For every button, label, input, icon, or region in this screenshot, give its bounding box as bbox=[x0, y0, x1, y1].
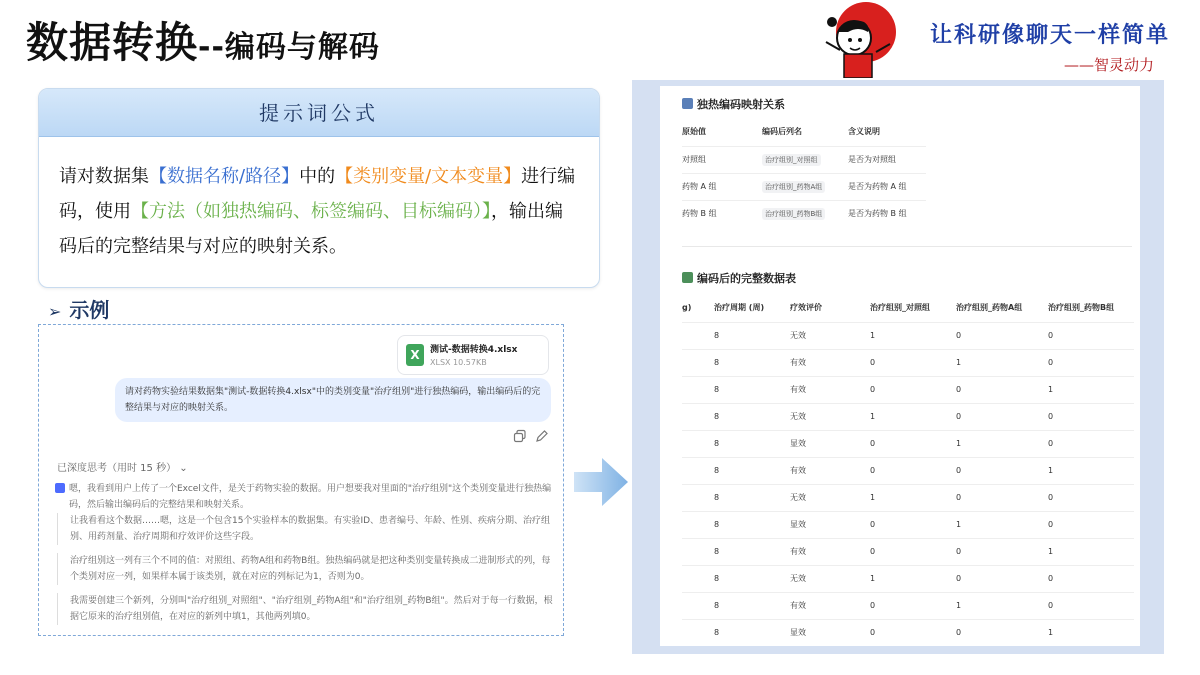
user-message-bubble: 请对药物实验结果数据集"测试-数据转换4.xlsx"中的类别变量"治疗组别"进行独热编码，输出编码后的完整结果与对应的映射关系。 bbox=[115, 378, 551, 422]
encoded-cell: 8 bbox=[714, 592, 790, 619]
encoded-col-header: g) bbox=[682, 303, 692, 313]
encoded-cell: 有效 bbox=[790, 376, 870, 403]
attached-file-card[interactable] bbox=[397, 335, 549, 375]
encoded-col-header: 疗效评价 bbox=[790, 303, 822, 313]
encoded-cell: 显效 bbox=[790, 511, 870, 538]
arrow-right-icon bbox=[572, 456, 630, 508]
table-row bbox=[682, 146, 926, 173]
encoded-col-header: 治疗组别_对照组 bbox=[870, 303, 930, 313]
encoded-cell: 有效 bbox=[790, 538, 870, 565]
file-name: 测试-数据转换4.xlsx bbox=[430, 345, 518, 355]
brand-tagline: ——智灵动力 bbox=[1064, 56, 1155, 74]
encoded-cell: 1 bbox=[956, 430, 1048, 457]
encoded-cell: 1 bbox=[870, 322, 956, 349]
formula-text-part: 请对数据集 bbox=[59, 166, 149, 187]
encoded-cell: 0 bbox=[956, 565, 1048, 592]
example-section-label bbox=[48, 294, 109, 323]
encoded-table bbox=[682, 294, 1134, 646]
encoded-cell: 无效 bbox=[790, 484, 870, 511]
encoded-cell: 0 bbox=[870, 349, 956, 376]
table-row bbox=[682, 619, 1134, 646]
result-document bbox=[660, 86, 1140, 646]
formula-text-part: ，输出编码后的完整结果与对应的映射关系。 bbox=[59, 201, 563, 257]
thinking-paragraph: 让我看看这个数据……嗯，这是一个包含15个实验样本的数据集。有实验ID、患者编号、年龄、性别、疾病分期、治疗组别、用药剂量、治疗周期和疗效评价这些字段。 bbox=[57, 513, 553, 545]
encoded-cell: 无效 bbox=[790, 403, 870, 430]
mapping-col-header: 编码后列名 bbox=[762, 127, 802, 137]
assistant-logo-icon bbox=[55, 483, 65, 493]
table-row bbox=[682, 538, 1134, 565]
encoded-cell: 0 bbox=[870, 376, 956, 403]
encoded-cell: 1 bbox=[1048, 538, 1134, 565]
mapping-cell: 是否为药物 B 组 bbox=[848, 200, 926, 227]
thinking-paragraph: 治疗组别这一列有三个不同的值：对照组、药物A组和药物B组。独热编码就是把这种类别变量转换成二进制形式的列，每个类别对应一列，如果样本属于该类别，就在对应的列标记为1，否则为0。 bbox=[57, 553, 553, 585]
table-row bbox=[682, 403, 1134, 430]
formula-variable-placeholder: 【类别变量/文本变量】 bbox=[335, 166, 522, 187]
mapping-cell bbox=[762, 200, 848, 227]
encoded-cell: 0 bbox=[956, 484, 1048, 511]
encoded-cell: 1 bbox=[870, 565, 956, 592]
encoded-cell: 0 bbox=[1048, 349, 1134, 376]
file-meta: XLSX 10.57KB bbox=[430, 358, 487, 367]
encoded-cell bbox=[682, 565, 714, 592]
table-row bbox=[682, 511, 1134, 538]
encoded-cell: 8 bbox=[714, 565, 790, 592]
encoded-cell: 1 bbox=[870, 403, 956, 430]
encoded-cell: 有效 bbox=[790, 592, 870, 619]
formula-dataset-placeholder: 【数据名称/路径】 bbox=[149, 166, 300, 187]
encoded-col-header: 治疗组别_药物A组 bbox=[956, 303, 1023, 313]
encoded-cell: 0 bbox=[1048, 322, 1134, 349]
encoded-header-row bbox=[682, 294, 1134, 322]
mapping-title-text: 独热编码映射关系 bbox=[697, 98, 785, 111]
table-row bbox=[682, 592, 1134, 619]
encoded-cell: 无效 bbox=[790, 322, 870, 349]
encoded-cell: 0 bbox=[1048, 403, 1134, 430]
encoded-cell: 0 bbox=[870, 538, 956, 565]
encoded-cell bbox=[682, 457, 714, 484]
bar-chart-icon bbox=[682, 272, 693, 283]
thinking-text: 嗯，我看到用户上传了一个Excel文件，是关于药物实验的数据。用户想要我对里面的"治疗组别"这个类别变量进行独热编码，然后输出编码后的完整结果和映射关系。 bbox=[69, 484, 552, 510]
table-icon bbox=[682, 98, 693, 109]
encoded-cell bbox=[682, 484, 714, 511]
excel-file-icon: X bbox=[406, 344, 424, 366]
encoded-cell: 0 bbox=[1048, 430, 1134, 457]
code-chip: 治疗组别_药物B组 bbox=[762, 208, 825, 220]
thinking-header: 已深度思考（用时 15 秒） bbox=[57, 463, 177, 474]
encoded-cell: 8 bbox=[714, 403, 790, 430]
page-title bbox=[26, 10, 380, 70]
prompt-formula-card bbox=[38, 88, 600, 288]
mapping-section-title bbox=[682, 96, 785, 112]
encoded-cell: 1 bbox=[1048, 619, 1134, 646]
table-row bbox=[682, 349, 1134, 376]
encoded-col-header: 治疗周期 (周) bbox=[714, 303, 765, 313]
encoded-cell: 0 bbox=[956, 376, 1048, 403]
chat-example-panel bbox=[38, 324, 564, 636]
formula-text bbox=[39, 137, 599, 264]
encoded-cell bbox=[682, 322, 714, 349]
encoded-cell: 8 bbox=[714, 484, 790, 511]
mapping-cell bbox=[762, 146, 848, 173]
encoded-cell: 1 bbox=[1048, 376, 1134, 403]
encoded-cell: 0 bbox=[870, 592, 956, 619]
encoded-cell bbox=[682, 619, 714, 646]
encoded-cell: 0 bbox=[870, 457, 956, 484]
table-row bbox=[682, 484, 1134, 511]
encoded-cell: 8 bbox=[714, 538, 790, 565]
mapping-col-header: 含义说明 bbox=[848, 127, 880, 137]
encoded-cell: 有效 bbox=[790, 349, 870, 376]
encoded-cell: 0 bbox=[956, 619, 1048, 646]
encoded-cell: 8 bbox=[714, 376, 790, 403]
table-row bbox=[682, 322, 1134, 349]
encoded-cell bbox=[682, 511, 714, 538]
formula-text-part: 进行编码，使用 bbox=[59, 166, 576, 222]
mapping-col-header: 原始值 bbox=[682, 127, 706, 137]
encoded-cell: 无效 bbox=[790, 565, 870, 592]
mapping-cell: 药物 A 组 bbox=[682, 173, 762, 200]
encoded-cell: 1 bbox=[870, 484, 956, 511]
thinking-paragraph bbox=[57, 481, 553, 513]
encoded-cell: 8 bbox=[714, 349, 790, 376]
encoded-cell: 1 bbox=[956, 511, 1048, 538]
formula-header: 提示词公式 bbox=[39, 89, 599, 137]
encoded-col-header: 治疗组别_药物B组 bbox=[1048, 303, 1115, 313]
code-chip: 治疗组别_药物A组 bbox=[762, 181, 825, 193]
encoded-cell: 0 bbox=[956, 322, 1048, 349]
triangle-right-icon: ➢ bbox=[48, 302, 62, 321]
encoded-table-body bbox=[682, 322, 1134, 646]
encoded-cell: 显效 bbox=[790, 430, 870, 457]
thinking-paragraph: 我需要创建三个新列，分别叫"治疗组别_对照组"、"治疗组别_药物A组"和"治疗组别_药物B组"。然后对于每一行数据，根据它原来的治疗组别值，在对应的新列中填1，其他两列填0。 bbox=[57, 593, 553, 625]
title-sub: --编码与解码 bbox=[198, 30, 380, 65]
encoded-cell bbox=[682, 403, 714, 430]
chevron-down-icon: ⌄ bbox=[179, 463, 188, 474]
title-main: 数据转换 bbox=[26, 18, 199, 67]
mapping-cell: 药物 B 组 bbox=[682, 200, 762, 227]
encoded-cell: 0 bbox=[1048, 511, 1134, 538]
encoded-cell: 0 bbox=[870, 511, 956, 538]
encoded-cell: 0 bbox=[870, 619, 956, 646]
encoded-title-text: 编码后的完整数据表 bbox=[697, 272, 796, 285]
encoded-cell bbox=[682, 592, 714, 619]
encoded-cell: 8 bbox=[714, 619, 790, 646]
formula-text-part: 中的 bbox=[299, 166, 336, 187]
mapping-cell: 是否为药物 A 组 bbox=[848, 173, 926, 200]
encoded-cell: 0 bbox=[956, 538, 1048, 565]
table-row bbox=[682, 376, 1134, 403]
mapping-header-row bbox=[682, 118, 926, 146]
formula-method-placeholder: 【方法（如独热编码、标签编码、目标编码）】 bbox=[131, 201, 491, 222]
brand-slogan: 让科研像聊天一样简单 bbox=[930, 22, 1171, 48]
table-row bbox=[682, 200, 926, 227]
encoded-cell: 0 bbox=[1048, 565, 1134, 592]
encoded-cell: 显效 bbox=[790, 619, 870, 646]
encoded-cell: 8 bbox=[714, 322, 790, 349]
encoded-section-title bbox=[682, 270, 796, 286]
section-divider bbox=[682, 246, 1132, 247]
copy-icon[interactable] bbox=[513, 429, 527, 443]
encoded-cell: 0 bbox=[1048, 592, 1134, 619]
encoded-cell: 0 bbox=[956, 403, 1048, 430]
mapping-table bbox=[682, 118, 926, 227]
thinking-content bbox=[57, 481, 553, 633]
table-row bbox=[682, 173, 926, 200]
code-chip: 治疗组别_对照组 bbox=[762, 154, 821, 166]
encoded-cell: 8 bbox=[714, 511, 790, 538]
encoded-cell: 8 bbox=[714, 430, 790, 457]
edit-icon[interactable] bbox=[535, 429, 549, 443]
mascot-logo bbox=[820, 2, 900, 78]
encoded-cell: 1 bbox=[956, 592, 1048, 619]
encoded-cell bbox=[682, 430, 714, 457]
mapping-cell: 对照组 bbox=[682, 146, 762, 173]
encoded-cell bbox=[682, 349, 714, 376]
mapping-cell bbox=[762, 173, 848, 200]
thinking-toggle[interactable] bbox=[57, 459, 188, 474]
encoded-cell: 0 bbox=[870, 430, 956, 457]
example-label-text: 示例 bbox=[69, 298, 110, 322]
encoded-cell: 0 bbox=[956, 457, 1048, 484]
table-row bbox=[682, 565, 1134, 592]
table-row bbox=[682, 430, 1134, 457]
mapping-cell: 是否为对照组 bbox=[848, 146, 926, 173]
encoded-cell bbox=[682, 538, 714, 565]
encoded-cell: 8 bbox=[714, 457, 790, 484]
encoded-cell bbox=[682, 376, 714, 403]
table-row bbox=[682, 457, 1134, 484]
encoded-cell: 1 bbox=[1048, 457, 1134, 484]
encoded-cell: 1 bbox=[956, 349, 1048, 376]
encoded-cell: 0 bbox=[1048, 484, 1134, 511]
encoded-cell: 有效 bbox=[790, 457, 870, 484]
